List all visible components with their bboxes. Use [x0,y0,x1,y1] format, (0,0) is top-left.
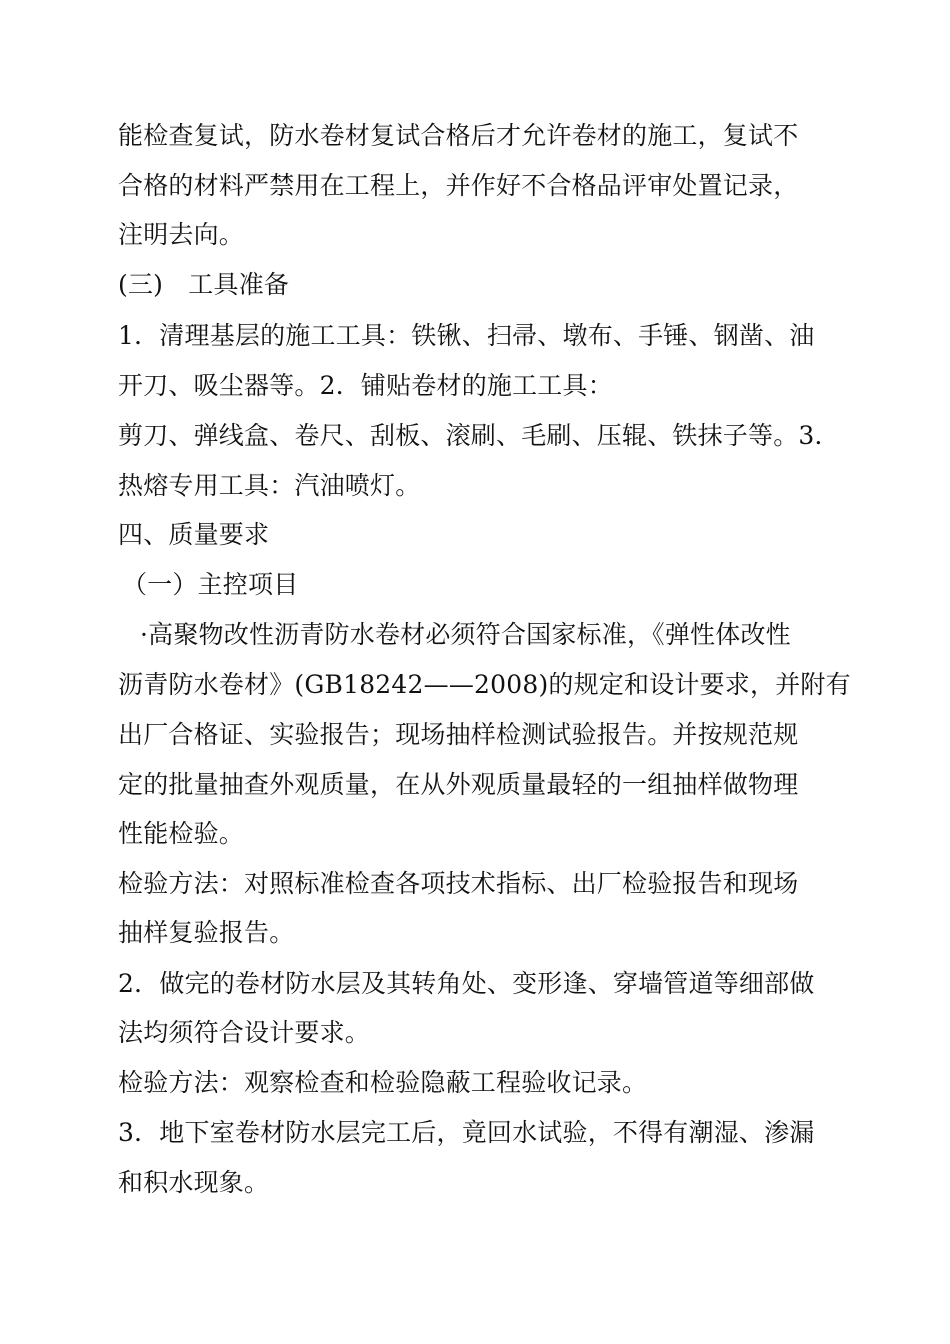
text-line: 性能检验。 [118,819,245,848]
text-line: 剪刀、弹线盒、卷尺、刮板、滚刷、毛刷、压辊、铁抹子等。3． [118,421,840,450]
text-line: 能检查复试，防水卷材复试合格后才允许卷材的施工，复试不 [118,121,799,150]
subsection-heading: （一）主控项目 [122,570,299,599]
text-line: 沥青防水卷材》(GB18242——2008)的规定和设计要求，并附有 [118,670,851,699]
text-line: 定的批量抽查外观质量，在从外观质量最轻的一组抽样做物理 [118,770,799,799]
text-line: 2．做完的卷材防水层及其转角处、变形逢、穿墙管道等细部做 [118,969,815,998]
section-heading: 四、质量要求 [118,520,270,549]
text-line: 热熔专用工具：汽油喷灯。 [118,471,421,500]
text-line: 抽样复验报告。 [118,918,295,947]
text-line: ·高聚物改性沥青防水卷材必须符合国家标准，《弹性体改性 [140,620,791,649]
text-line: 1．清理基层的施工工具：铁锹、扫帚、墩布、手锤、钢凿、油 [118,321,815,350]
text-line: 检验方法：对照标准检查各项技术指标、出厂检验报告和现场 [118,869,799,898]
text-line: 检验方法：观察检查和检验隐蔽工程验收记录。 [118,1068,648,1097]
text-line: 开刀、吸尘器等。2．铺贴卷材的施工工具： [118,371,613,400]
text-line: 出厂合格证、实验报告；现场抽样检测试验报告。并按规范规 [118,720,799,749]
section-heading: (三) 工具准备 [118,270,290,299]
text-line: 注明去向。 [118,220,245,249]
text-line: 合格的材料严禁用在工程上，并作好不合格品评审处置记录， [118,171,799,200]
text-line: 和积水现象。 [118,1168,270,1197]
text-line: 3．地下室卷材防水层完工后，竟回水试验，不得有潮湿、渗漏 [118,1118,815,1147]
text-line: 法均须符合设计要求。 [118,1018,371,1047]
